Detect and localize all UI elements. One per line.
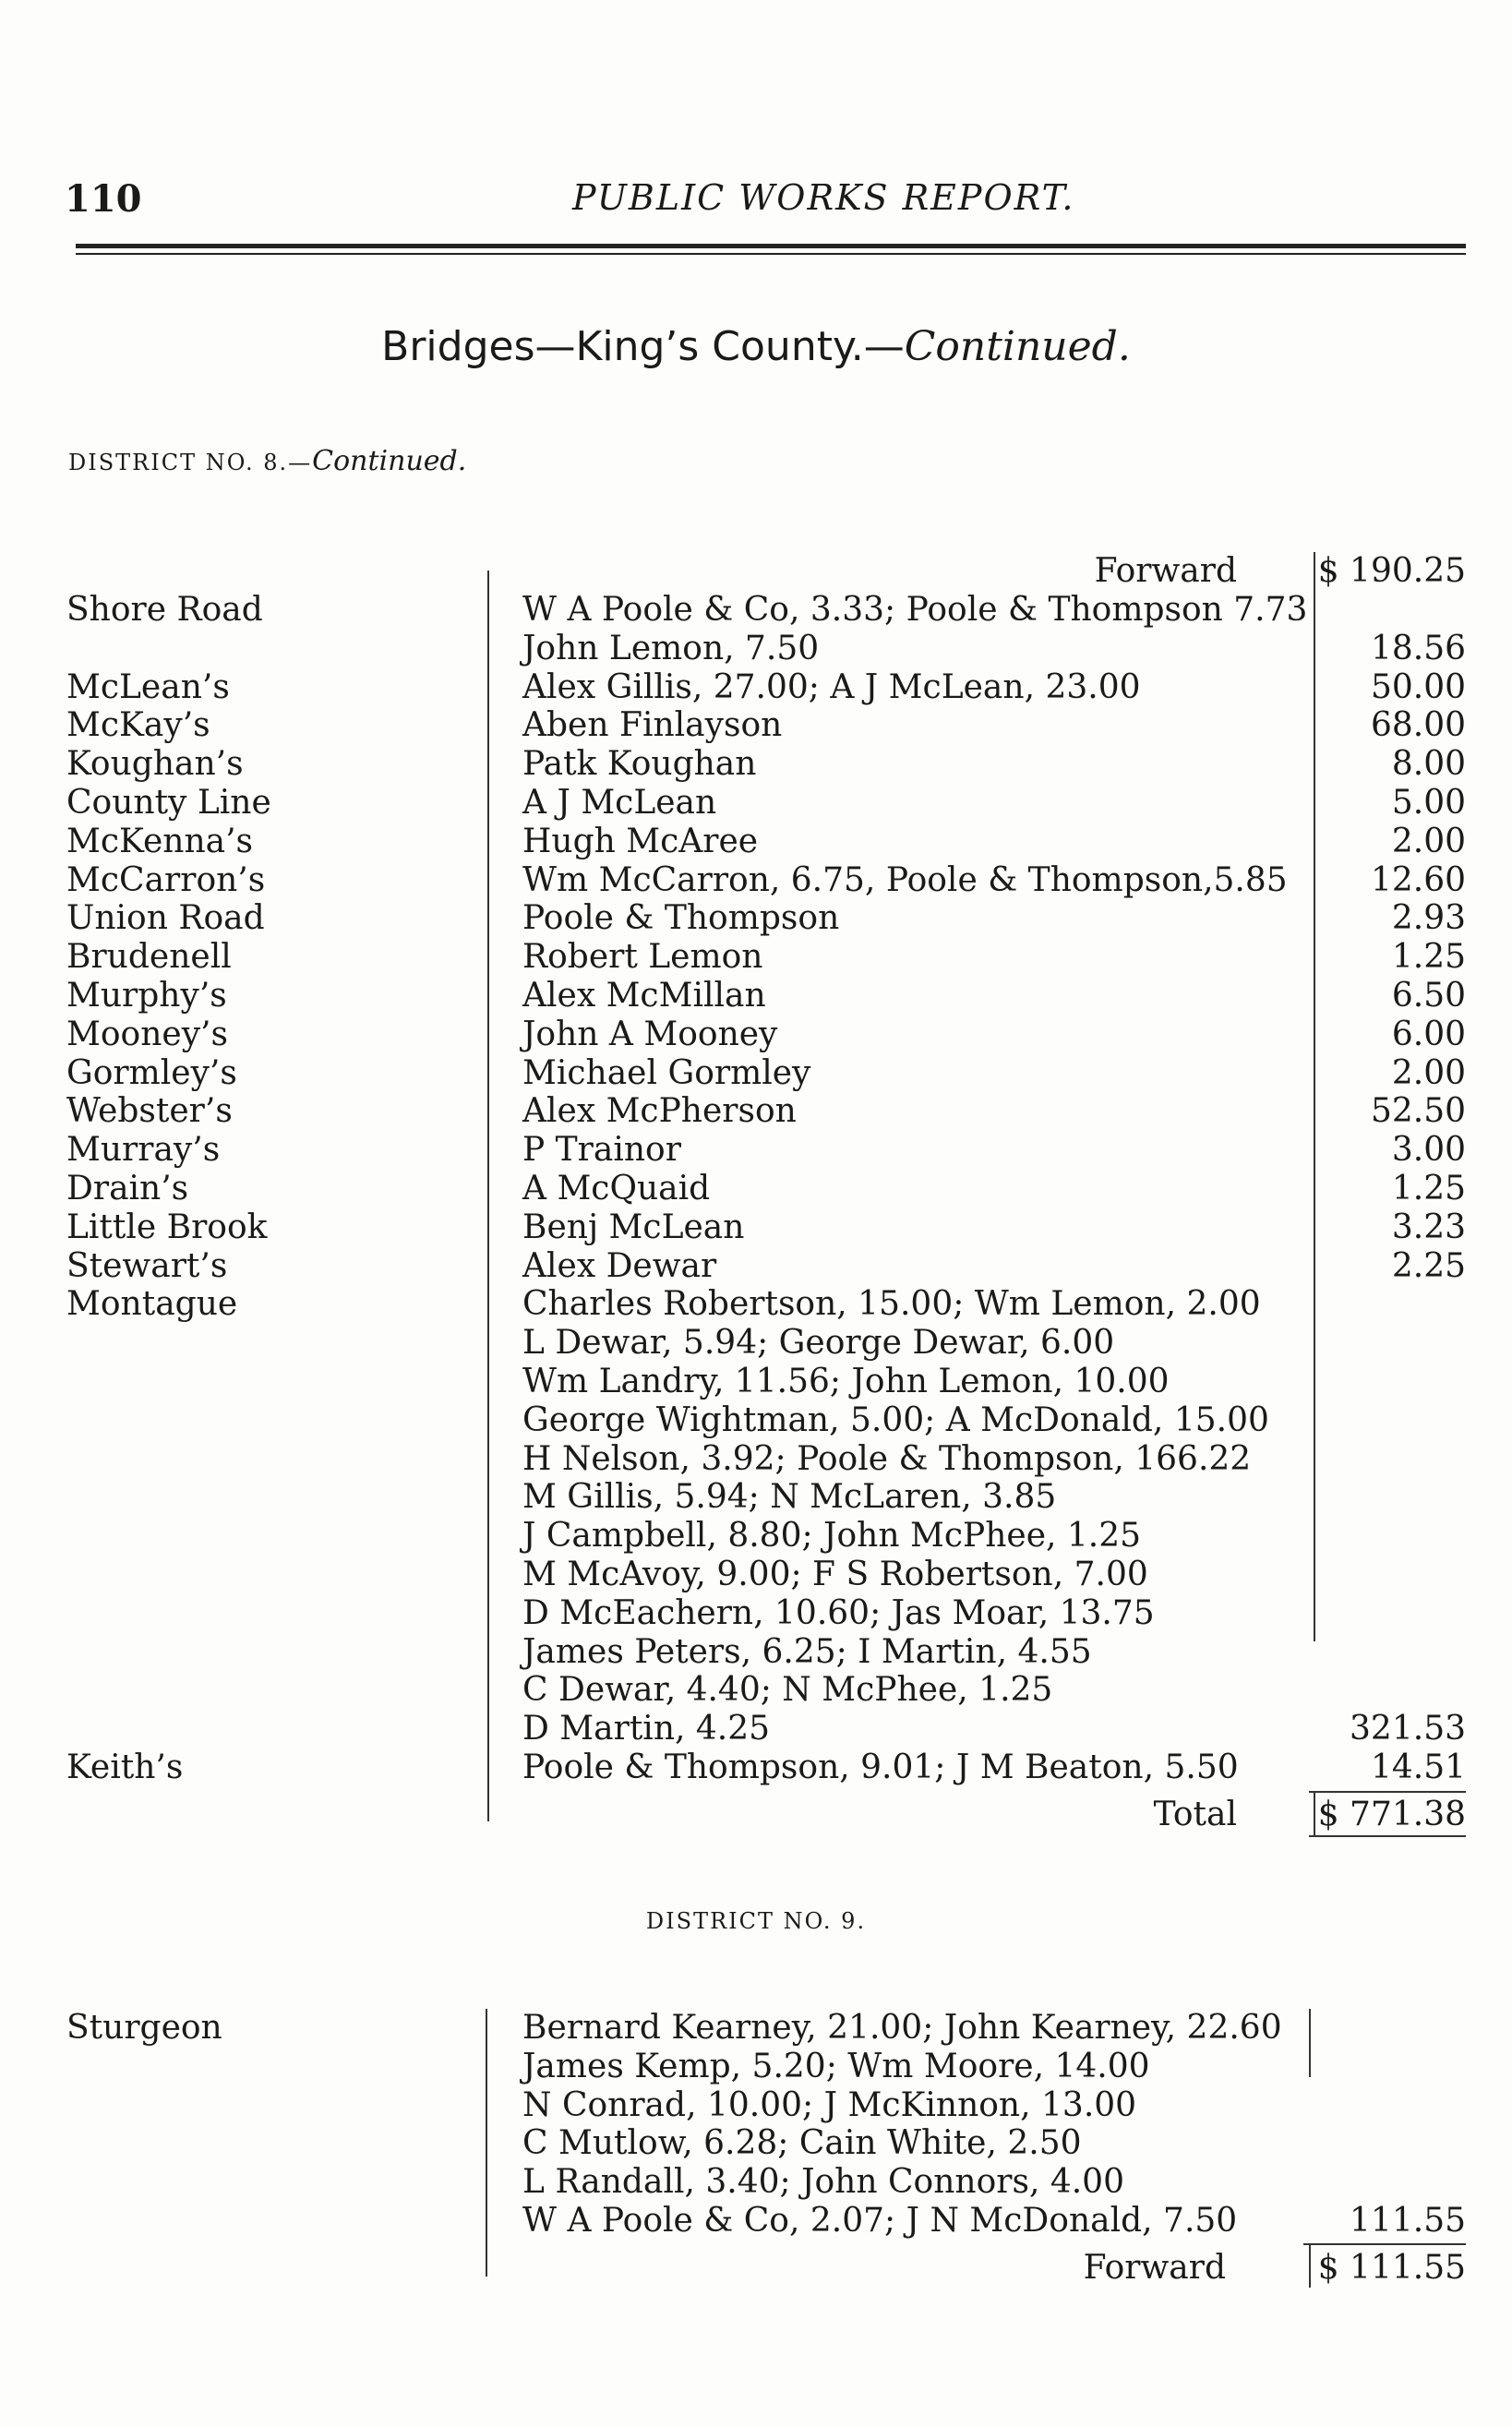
payees-text: Alex McMillan bbox=[522, 977, 766, 1015]
payees-text: James Peters, 6.25; I Martin, 4.55 bbox=[522, 1632, 1092, 1671]
place-name: McLean’s bbox=[66, 667, 230, 706]
payees-text: W A Poole & Co, 2.07; J N McDonald, 7.50 bbox=[522, 2202, 1238, 2240]
payees-text: Wm McCarron, 6.75, Poole & Thompson,5.85 bbox=[522, 860, 1288, 899]
payees-text: C Dewar, 4.40; N McPhee, 1.25 bbox=[522, 1671, 1053, 1710]
ledger-row bbox=[0, 1092, 1512, 1131]
amount: 6.50 bbox=[1391, 977, 1466, 1015]
payees-text: Wm Landry, 11.56; John Lemon, 10.00 bbox=[522, 1363, 1170, 1400]
ledger-row bbox=[0, 1324, 1512, 1363]
payees-text: M Gillis, 5.94; N McLaren, 3.85 bbox=[522, 1478, 1057, 1517]
payees-text: P Trainor bbox=[522, 1131, 681, 1170]
ledger-row bbox=[0, 1710, 1512, 1748]
district-8-heading bbox=[68, 445, 466, 477]
ledger-row bbox=[0, 899, 1512, 938]
payees-text: Hugh McAree bbox=[522, 822, 759, 860]
payees-text: George Wightman, 5.00; A McDonald, 15.00 bbox=[522, 1400, 1269, 1439]
ledger-row bbox=[0, 1748, 1512, 1787]
ledger-row bbox=[0, 706, 1512, 745]
ledger-row bbox=[0, 938, 1512, 977]
payees-text: John Lemon, 7.50 bbox=[522, 629, 820, 667]
amount: 1.25 bbox=[1391, 1170, 1466, 1207]
ledger-row bbox=[0, 861, 1512, 900]
forward-amount: $ 190.25 bbox=[1317, 552, 1466, 590]
total-amount: $ 771.38 bbox=[1317, 1796, 1466, 1833]
ledger-row bbox=[0, 630, 1512, 668]
place-name: Keith’s bbox=[66, 1748, 184, 1786]
header-rule-thick bbox=[76, 244, 1466, 248]
amount: 6.00 bbox=[1391, 1015, 1466, 1053]
ledger-row bbox=[0, 668, 1512, 707]
payees-text: L Dewar, 5.94; George Dewar, 6.00 bbox=[522, 1324, 1115, 1363]
ledger-row bbox=[0, 1556, 1512, 1594]
payees-text: H Nelson, 3.92; Poole & Thompson, 166.22 bbox=[522, 1439, 1252, 1478]
payees-text: Alex Dewar bbox=[522, 1246, 717, 1285]
payees-text: Alex Gillis, 27.00; A J McLean, 23.00 bbox=[522, 667, 1141, 706]
ledger-row bbox=[0, 823, 1512, 861]
payees-text: A J McLean bbox=[522, 784, 717, 822]
ledger-row bbox=[0, 745, 1512, 784]
forward-label: Forward bbox=[1094, 552, 1237, 590]
payees-text: A McQuaid bbox=[522, 1170, 711, 1207]
payees-text: N Conrad, 10.00; J McKinnon, 13.00 bbox=[522, 2085, 1137, 2124]
payees-text: Michael Gormley bbox=[522, 1053, 811, 1092]
place-name: Brudenell bbox=[66, 938, 232, 977]
amount: 50.00 bbox=[1370, 667, 1466, 706]
column-rule-right-district-9 bbox=[1309, 2009, 1311, 2077]
place-name: Gormley’s bbox=[66, 1053, 237, 1092]
ledger-row bbox=[0, 1131, 1512, 1170]
payees-text: Bernard Kearney, 21.00; John Kearney, 22.60 bbox=[522, 2009, 1282, 2047]
total-row bbox=[0, 1796, 1512, 1834]
amount: 68.00 bbox=[1370, 706, 1466, 745]
page-number: 110 bbox=[65, 177, 142, 221]
ledger-row bbox=[0, 1440, 1512, 1479]
payees-text: Patk Koughan bbox=[522, 745, 757, 784]
payees-text: Alex McPherson bbox=[522, 1092, 797, 1131]
place-name: Shore Road bbox=[66, 591, 263, 629]
payees-text: J Campbell, 8.80; John McPhee, 1.25 bbox=[522, 1517, 1142, 1556]
payees-text: James Kemp, 5.20; Wm Moore, 14.00 bbox=[522, 2047, 1150, 2085]
ledger-row bbox=[0, 1401, 1512, 1440]
ledger-row bbox=[0, 977, 1512, 1015]
payees-text: D Martin, 4.25 bbox=[522, 1710, 771, 1748]
place-name: Stewart’s bbox=[66, 1246, 228, 1285]
district-9-heading-label: DISTRICT NO. 9. bbox=[645, 1908, 867, 1934]
amount: 3.00 bbox=[1391, 1131, 1466, 1170]
district-8-heading-continued: Continued. bbox=[312, 445, 467, 477]
total-rule-right bbox=[1314, 1793, 1315, 1835]
payees-text: Poole & Thompson, 9.01; J M Beaton, 5.50 bbox=[522, 1748, 1239, 1786]
amount: 1.25 bbox=[1391, 938, 1466, 977]
total-label: Total bbox=[1153, 1796, 1237, 1833]
payees-text: Poole & Thompson bbox=[522, 899, 840, 938]
column-rule-left-district-9 bbox=[486, 2009, 487, 2277]
amount: 2.93 bbox=[1391, 899, 1466, 938]
ledger-row bbox=[0, 1054, 1512, 1093]
place-name: Sturgeon bbox=[66, 2009, 222, 2047]
place-name: Murphy’s bbox=[66, 977, 227, 1015]
section-title-main: Bridges—King’s County.— bbox=[381, 323, 905, 370]
payees-text: M McAvoy, 9.00; F S Robertson, 7.00 bbox=[522, 1556, 1148, 1593]
amount: 3.23 bbox=[1391, 1207, 1466, 1246]
header-rule-thin bbox=[76, 253, 1466, 255]
place-name: Mooney’s bbox=[66, 1015, 228, 1053]
amount: 2.00 bbox=[1391, 822, 1466, 860]
ledger-row bbox=[0, 1478, 1512, 1517]
section-title-continued: Continued. bbox=[904, 323, 1131, 370]
place-name: Koughan’s bbox=[66, 745, 244, 784]
ledger-row bbox=[0, 1633, 1512, 1672]
payees-text: D McEachern, 10.60; Jas Moar, 13.75 bbox=[522, 1593, 1155, 1632]
payees-text: Benj McLean bbox=[522, 1207, 745, 1246]
amount: 12.60 bbox=[1370, 860, 1466, 899]
place-name: Little Brook bbox=[66, 1207, 268, 1246]
place-name: Drain’s bbox=[66, 1170, 189, 1207]
ledger-row bbox=[0, 2124, 1512, 2163]
place-name: McCarron’s bbox=[66, 860, 266, 899]
amount: 5.00 bbox=[1391, 784, 1466, 822]
place-name: Montague bbox=[66, 1285, 238, 1324]
ledger-row bbox=[0, 2009, 1512, 2048]
ledger-row bbox=[0, 1517, 1512, 1556]
total-rule-top bbox=[1309, 1791, 1466, 1793]
place-name: County Line bbox=[66, 784, 271, 822]
forward-row-district-9 bbox=[0, 2249, 1512, 2288]
payees-text: Charles Robertson, 15.00; Wm Lemon, 2.00 bbox=[522, 1285, 1261, 1324]
ledger-row bbox=[0, 1594, 1512, 1633]
ledger-row bbox=[0, 2086, 1512, 2125]
forward-amount-district-9: $ 111.55 bbox=[1317, 2249, 1466, 2287]
ledger-row bbox=[0, 2163, 1512, 2202]
ledger-row bbox=[0, 1285, 1512, 1324]
amount: 52.50 bbox=[1370, 1092, 1466, 1131]
amount: 111.55 bbox=[1350, 2202, 1466, 2240]
amount: 8.00 bbox=[1391, 745, 1466, 784]
place-name: Webster’s bbox=[66, 1092, 233, 1131]
section-title bbox=[0, 323, 1512, 370]
payees-text: John A Mooney bbox=[522, 1015, 778, 1053]
payees-text: C Mutlow, 6.28; Cain White, 2.50 bbox=[522, 2124, 1082, 2163]
column-rule-right bbox=[1314, 552, 1315, 1641]
ledger-row bbox=[0, 1671, 1512, 1710]
district-9-heading bbox=[0, 1904, 1512, 1936]
payees-text: Aben Finlayson bbox=[522, 706, 783, 745]
ledger-row bbox=[0, 1247, 1512, 1286]
ledger-row bbox=[0, 2048, 1512, 2086]
ledger-row bbox=[0, 2202, 1512, 2241]
forward-label-district-9: Forward bbox=[1083, 2249, 1226, 2287]
amount: 2.00 bbox=[1391, 1053, 1466, 1092]
ledger-row bbox=[0, 784, 1512, 823]
ledger-row bbox=[0, 1208, 1512, 1247]
place-name: Union Road bbox=[66, 899, 265, 938]
place-name: McKay’s bbox=[66, 706, 210, 745]
district-8-heading-label: DISTRICT NO. 8.— bbox=[68, 450, 313, 475]
forward-row bbox=[0, 552, 1512, 591]
amount: 14.51 bbox=[1370, 1748, 1466, 1786]
ledger-row bbox=[0, 591, 1512, 630]
total-rule-bottom bbox=[1309, 1835, 1466, 1837]
column-rule-left bbox=[487, 571, 489, 1821]
amount: 321.53 bbox=[1350, 1710, 1466, 1748]
payees-text: Robert Lemon bbox=[522, 938, 763, 977]
place-name: McKenna’s bbox=[66, 822, 254, 860]
ledger-row bbox=[0, 1170, 1512, 1208]
forward-rule-top-district-9 bbox=[1303, 2243, 1466, 2245]
payees-text: W A Poole & Co, 3.33; Poole & Thompson 7.73 bbox=[522, 591, 1308, 629]
place-name: Murray’s bbox=[66, 1131, 221, 1170]
amount: 2.25 bbox=[1391, 1246, 1466, 1285]
ledger-row bbox=[0, 1015, 1512, 1054]
ledger-row bbox=[0, 1363, 1512, 1401]
amount: 18.56 bbox=[1370, 629, 1466, 667]
forward-rule-right-district-9 bbox=[1309, 2245, 1311, 2288]
payees-text: L Randall, 3.40; John Connors, 4.00 bbox=[522, 2163, 1124, 2202]
running-title: PUBLIC WORKS REPORT. bbox=[572, 177, 1075, 218]
